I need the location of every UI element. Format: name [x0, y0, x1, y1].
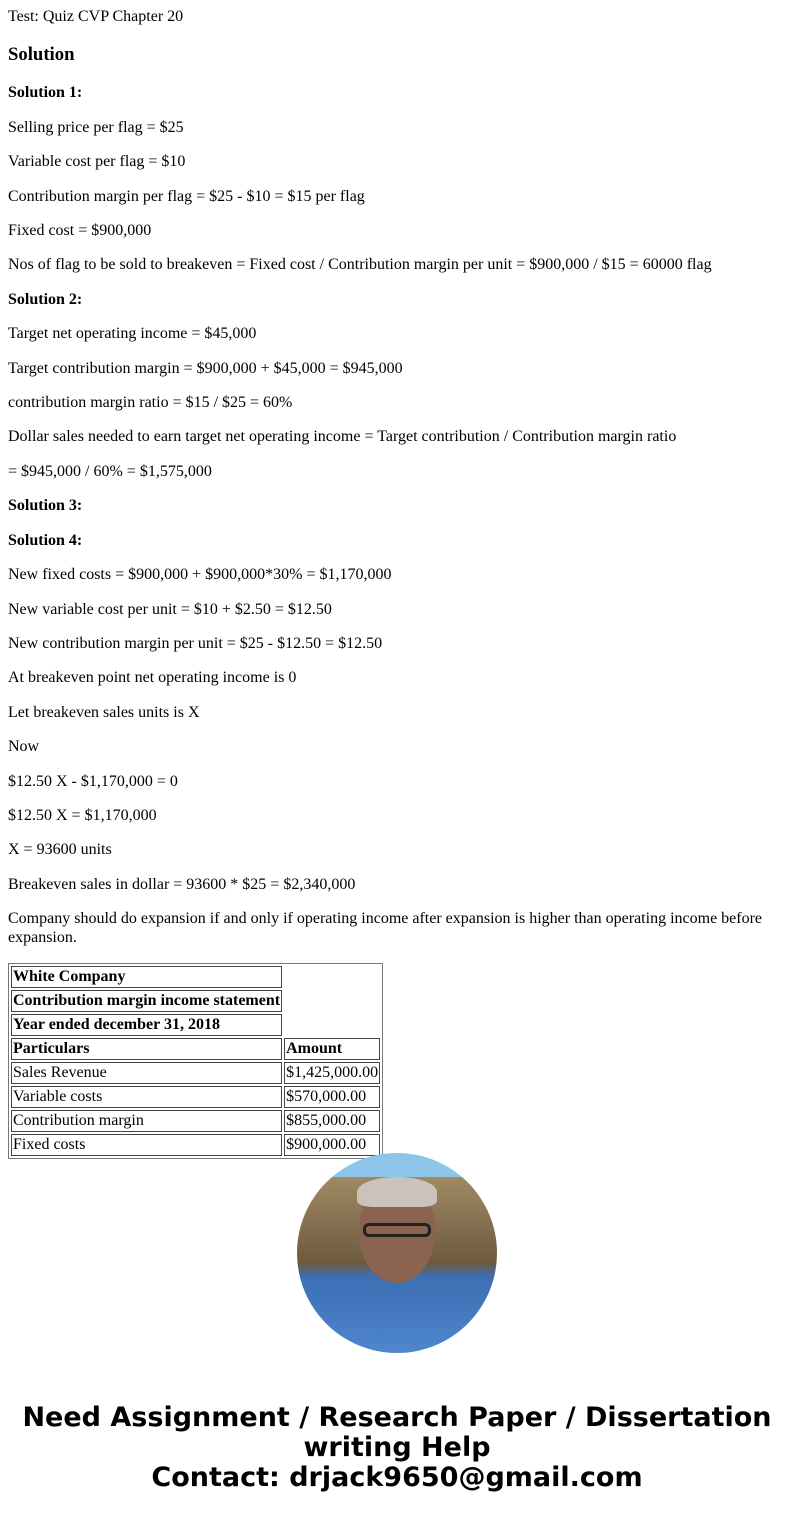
table-header-row	[11, 1038, 380, 1060]
empty-cell	[284, 990, 380, 1012]
amount-cell: $900,000.00	[284, 1134, 380, 1156]
column-header: Amount	[284, 1038, 380, 1060]
solution-line: Target contribution margin = $900,000 + $45,000 = $945,000	[8, 359, 403, 377]
amount-cell: $570,000.00	[284, 1086, 380, 1108]
solution-line: New contribution margin per unit = $25 - $12.50 = $12.50	[8, 634, 383, 652]
solution-line: Let breakeven sales units is X	[8, 703, 200, 721]
table-title-cell: Contribution margin income statement	[11, 990, 282, 1012]
promo-contact: Contact: drjack9650@gmail.com	[151, 1462, 643, 1493]
table-row	[11, 1134, 380, 1156]
solution-line: Target net operating income = $45,000	[8, 325, 257, 343]
amount-cell: $1,425,000.00	[284, 1062, 380, 1084]
particulars-cell: Sales Revenue	[11, 1062, 282, 1084]
table-title-row	[11, 966, 380, 988]
avatar-glasses	[363, 1223, 431, 1237]
solution-label: Solution 3:	[8, 497, 83, 515]
solution-line: New fixed costs = $900,000 + $900,000*30% = $1,170,000	[8, 566, 392, 584]
solution-line: Nos of flag to be sold to breakeven = Fixed cost / Contribution margin per unit = $900,000 / $15 = 60000 flag	[8, 256, 712, 274]
table-title-cell: Year ended december 31, 2018	[11, 1014, 282, 1036]
solution-line: Variable cost per flag = $10	[8, 153, 186, 171]
amount-cell: $855,000.00	[284, 1110, 380, 1132]
solution-body	[8, 84, 786, 947]
table-title-cell: White Company	[11, 966, 282, 988]
promo-banner	[0, 1403, 794, 1493]
solution-line: Fixed cost = $900,000	[8, 222, 152, 240]
empty-cell	[284, 1014, 380, 1036]
particulars-cell: Contribution margin	[11, 1110, 282, 1132]
solution-line: Dollar sales needed to earn target net operating income = Target contribution / Contribution margin ratio	[8, 428, 677, 446]
solution-line: Selling price per flag = $25	[8, 118, 184, 136]
solution-label: Solution 2:	[8, 290, 83, 308]
solution-label: Solution 1:	[8, 84, 83, 102]
author-avatar	[297, 1153, 497, 1353]
empty-cell	[284, 966, 380, 988]
solution-line: Now	[8, 738, 40, 756]
particulars-cell: Fixed costs	[11, 1134, 282, 1156]
solution-line: Contribution margin per flag = $25 - $10 = $15 per flag	[8, 187, 365, 205]
solution-line: New variable cost per unit = $10 + $2.50 = $12.50	[8, 600, 332, 618]
solution-line: $12.50 X - $1,170,000 = 0	[8, 772, 178, 790]
table-title-row	[11, 990, 380, 1012]
income-statement-table	[8, 963, 383, 1159]
promo-line-1: Need Assignment / Research Paper / Dissertation writing Help	[22, 1402, 772, 1463]
particulars-cell: Variable costs	[11, 1086, 282, 1108]
solution-line: $12.50 X = $1,170,000	[8, 806, 157, 824]
solution-line: At breakeven point net operating income is 0	[8, 669, 297, 687]
solution-line: = $945,000 / 60% = $1,575,000	[8, 462, 212, 480]
solution-line: Company should do expansion if and only if operating income after expansion is higher than operating income before expansion.	[8, 910, 763, 946]
solution-line: contribution margin ratio = $15 / $25 = 60%	[8, 394, 293, 412]
column-header: Particulars	[11, 1038, 282, 1060]
page-title: Test: Quiz CVP Chapter 20	[8, 8, 184, 25]
table-row	[11, 1062, 380, 1084]
solution-line: Breakeven sales in dollar = 93600 * $25 = $2,340,000	[8, 875, 356, 893]
table-row	[11, 1110, 380, 1132]
avatar-hair	[357, 1177, 437, 1207]
table-title-row	[11, 1014, 380, 1036]
solution-heading: Solution	[8, 44, 75, 66]
table-row	[11, 1086, 380, 1108]
solution-line: X = 93600 units	[8, 841, 112, 859]
solution-label: Solution 4:	[8, 531, 83, 549]
